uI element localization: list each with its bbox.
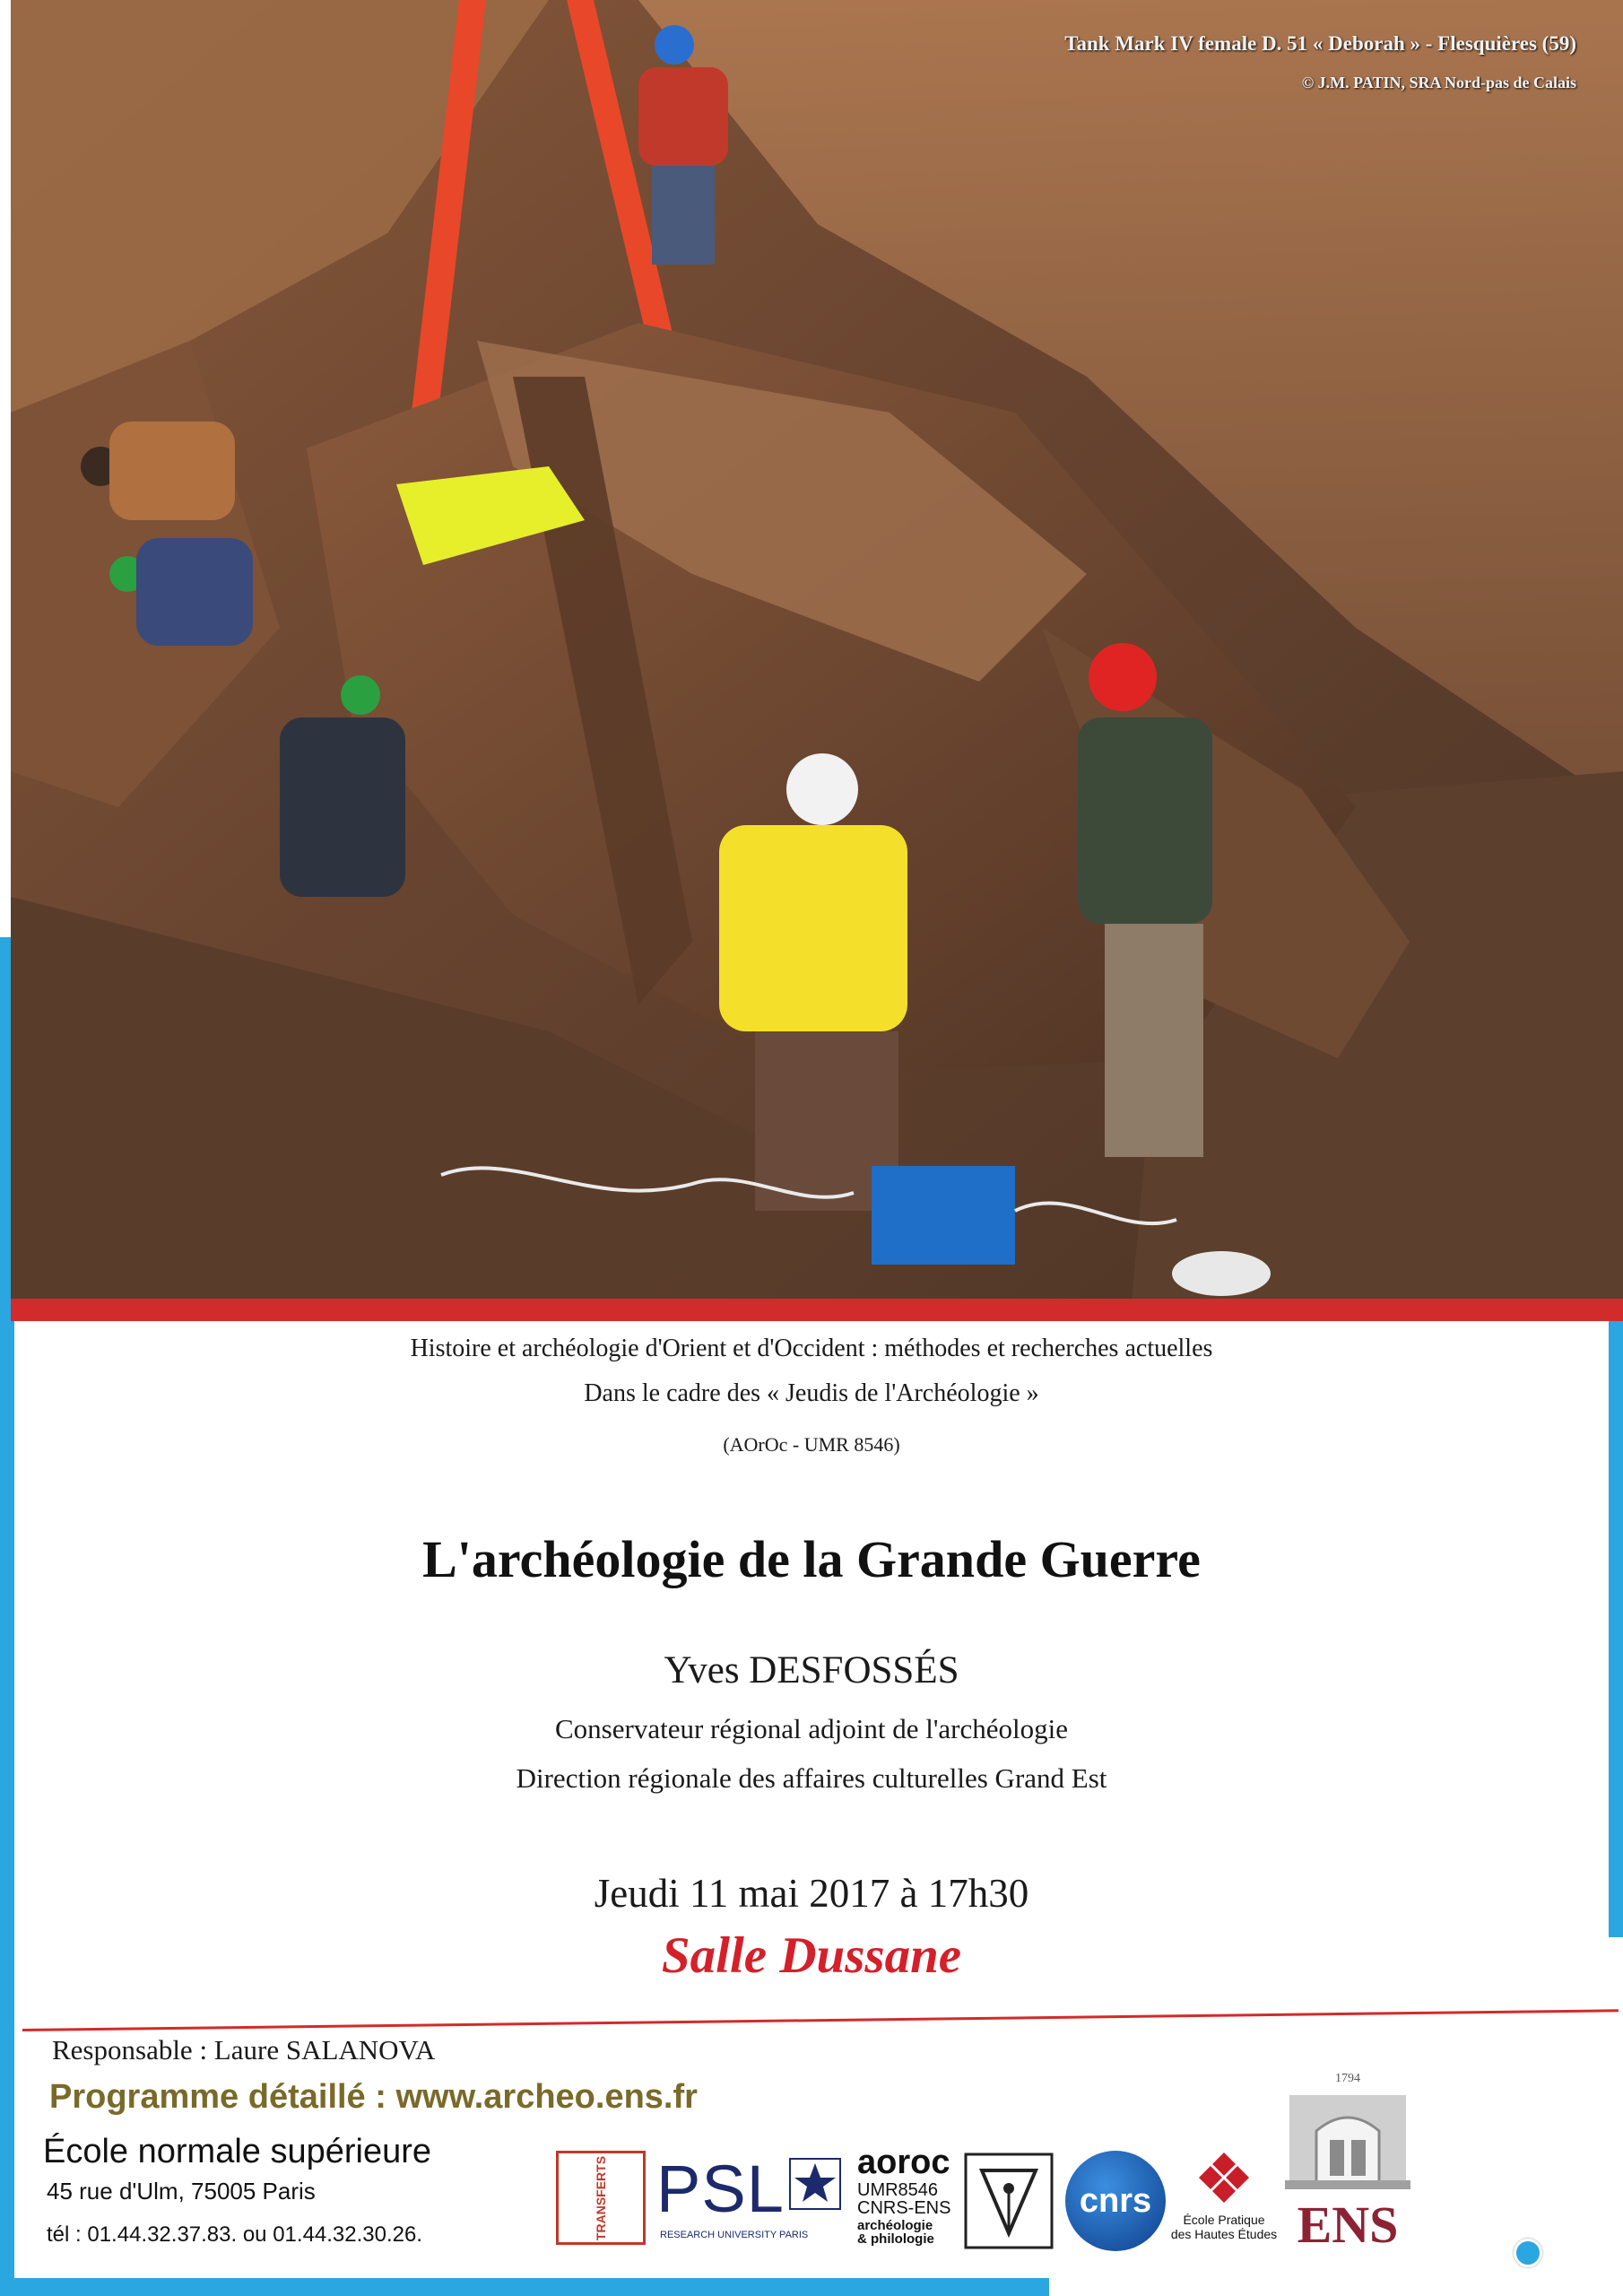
transferts-logo-text: TRANSFERTS (594, 2155, 608, 2240)
footer-school: École normale supérieure (43, 2133, 432, 2170)
psl-subtitle: RESEARCH UNIVERSITY PARIS (660, 2230, 809, 2240)
psl-logo-text: PSL (656, 2152, 785, 2226)
event-title: L'archéologie de la Grande Guerre (422, 1530, 1201, 1588)
footer-program[interactable]: Programme détaillé : www.archeo.ens.fr (49, 2078, 698, 2116)
ens-building-icon (1280, 2086, 1415, 2194)
event-series: Histoire et archéologie d'Orient et d'Occident : méthodes et recherches actuelles (410, 1335, 1213, 1362)
aoroc-umr: UMR8546 (857, 2180, 939, 2200)
ephe-line1: École Pratique (1183, 2213, 1265, 2227)
footer-address: 45 rue d'Ulm, 75005 Paris (47, 2178, 316, 2205)
psl-logo (656, 2151, 840, 2249)
pen-nib-logo (964, 2152, 1054, 2249)
photo-credit: © J.M. PATIN, SRA Nord-pas de Calais (1301, 74, 1576, 91)
excavation-photo (11, 0, 1623, 1300)
red-band (11, 1299, 1623, 1321)
footer-phone: tél : 01.44.32.37.83. ou 01.44.32.30.26. (47, 2222, 423, 2247)
aoroc-logo (857, 2145, 956, 2255)
blue-crate (872, 1166, 1015, 1265)
aoroc-logo-text: aoroc (857, 2144, 950, 2181)
event-lab: (AOrOc - UMR 8546) (723, 1433, 900, 1456)
psl-star-icon (789, 2158, 841, 2210)
cnrs-logo-text: cnrs (1079, 2181, 1152, 2220)
aoroc-cnrs-ens: CNRS-ENS (857, 2198, 951, 2218)
transferts-logo (556, 2151, 646, 2245)
corner-badge-icon (1514, 2239, 1542, 2267)
event-room: Salle Dussane (661, 1927, 962, 1984)
speaker-role: Conservateur régional adjoint de l'archéologie (555, 1713, 1068, 1744)
divider-line (22, 2009, 1619, 2031)
aoroc-philologie: & philologie (857, 2231, 934, 2247)
speaker-institution: Direction régionale des affaires culturelles Grand Est (516, 1762, 1107, 1794)
ens-year: 1794 (1335, 2072, 1360, 2085)
speaker-name: Yves DESFOSSÉS (664, 1649, 959, 1692)
aoroc-archeologie: archéologie (857, 2218, 933, 2233)
ephe-logo (1166, 2151, 1282, 2258)
event-date: Jeudi 11 mai 2017 à 17h30 (594, 1871, 1029, 1916)
cnrs-logo (1065, 2151, 1166, 2251)
ephe-diamond-icon (1197, 2151, 1251, 2205)
ens-logo-text: ENS (1297, 2196, 1399, 2254)
event-context: Dans le cadre des « Jeudis de l'Archéologie » (584, 1379, 1039, 1407)
frame-bottom-strip (0, 2278, 1049, 2296)
ephe-line2: des Hautes Études (1170, 2227, 1278, 2241)
ens-logo (1280, 2070, 1415, 2258)
footer-responsible: Responsable : Laure SALANOVA (52, 2034, 436, 2066)
photo-caption: Tank Mark IV female D. 51 « Deborah » - Flesquières (59) (1064, 32, 1576, 55)
